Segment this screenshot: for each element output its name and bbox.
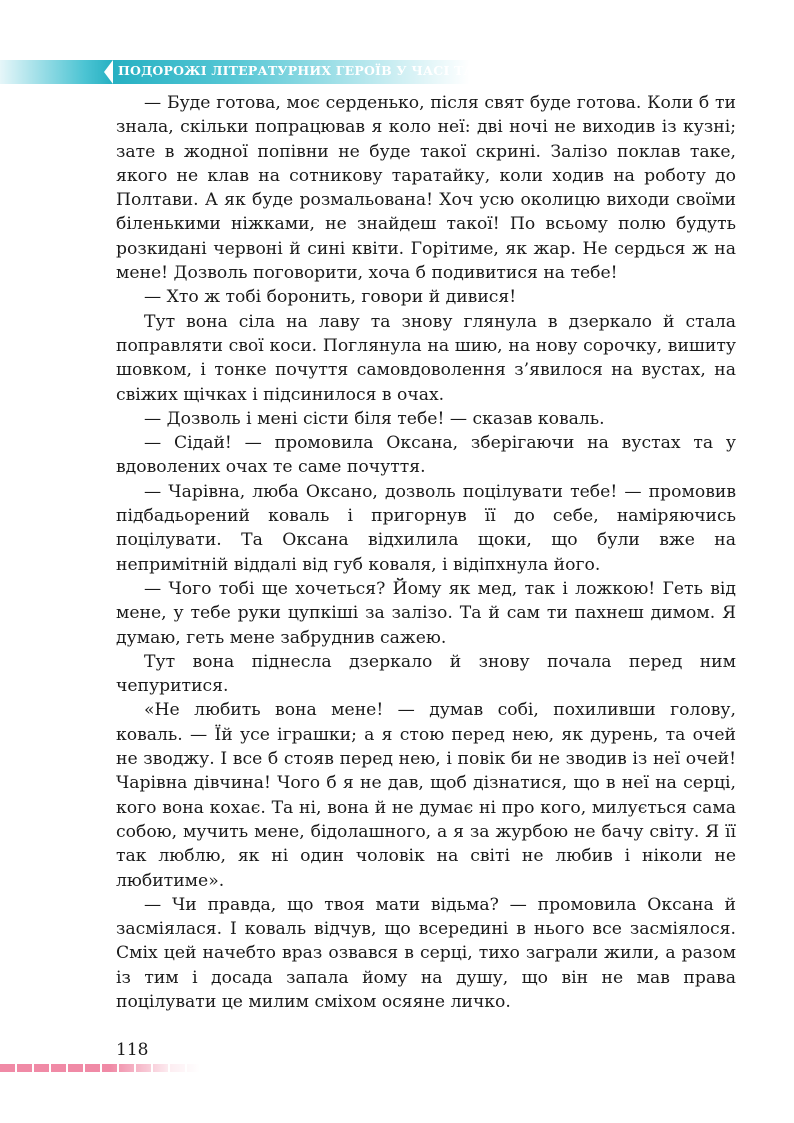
paragraph: — Чого тобі ще хочеться? Йому як мед, так і ложкою! Геть від мене, у тебе руки цупкіші за залізо. Та й сам ти пахнеш димом. Я думаю, геть мене забруднив сажею. <box>116 578 736 648</box>
paragraph: — Сідай! — промовила Оксана, зберігаючи на вустах та у вдоволених очах те саме почуття. <box>116 433 736 478</box>
header-chevron-icon <box>104 60 113 84</box>
body-text <box>116 91 736 1014</box>
page-number: 118 <box>116 1040 149 1060</box>
paragraph: — Чарівна, люба Оксано, дозволь поцілувати тебе! — промовив підбадьорений коваль і пригорнув її до себе, наміряючись поцілувати. Та Оксана відхилила щоки, що були вже на непримітній віддалі від губ коваля, і відіпхнула його. <box>116 481 736 575</box>
paragraph: — Буде готова, моє серденько, після свят буде готова. Коли б ти знала, скільки попрацював я коло неї: дві ночі не виходив із кузні; зате в жодної попівни не буде такої скрині. Залізо поклав таке, якого не клав на сотникову таратайку, коли ходив на роботу до Полтави. А як буде розмальована! Хоч усю околицю виходи своїми біленькими ніжками, не знайдеш такої! По всьому полю будуть розкидані червоні й сині квіти. Горітиме, як жар. Не сердься ж на мене! Дозволь поговорити, хоча б подивитися на тебе! <box>116 93 736 284</box>
paragraph: Тут вона сіла на лаву та знову глянула в дзеркало й стала поправляти свої коси. Поглянула на шию, на нову сорочку, вишиту шовком, і тонке почуття самовдоволення з’явилося на вустах, на свіжих щічках і підсинилося в очах. <box>116 311 736 405</box>
paragraph: — Дозволь і мені сісти біля тебе! — сказав коваль. <box>144 408 605 429</box>
paragraph: — Чи правда, що твоя мати відьма? — промовила Оксана й засміялася. І коваль відчув, що всередині в нього все засміялося. Сміх цей начебто враз озвався в серці, тихо заграли жили, а разом із тим і досада запала йому на душу, що він не мав права поцілувати це милим сміхом осяяне личко. <box>116 894 736 1012</box>
footer-stripe-fade <box>0 1064 200 1072</box>
paragraph: Тут вона піднесла дзеркало й знову почала перед ним чепуритися. <box>116 651 736 697</box>
paragraph: «Не любить вона мене! — думав собі, похиливши голову, коваль. — Їй усе іграшки; а я стою перед нею, як дурень, та очей не зводжу. І все б стояв перед нею, і повік би не зводив із неї очей! Чарівна дівчина! Чого б я не дав, щоб дізнатися, що в неї на серці, кого вона кохає. Та ні, вона й не думає ні про кого, милується сама собою, мучить мене, бідолашного, а я за журбою не бачу світу. Я її так люблю, як ні один чоловік на світі не любив і ніколи не любитиме». <box>116 700 736 891</box>
paragraph: — Хто ж тобі боронить, говори й дивися! <box>144 287 517 308</box>
running-header-title: ПОДОРОЖІ ЛІТЕРАТУРНИХ ГЕРОЇВ У ЧАСІ ТА ПРОСТОРІ <box>118 63 558 78</box>
